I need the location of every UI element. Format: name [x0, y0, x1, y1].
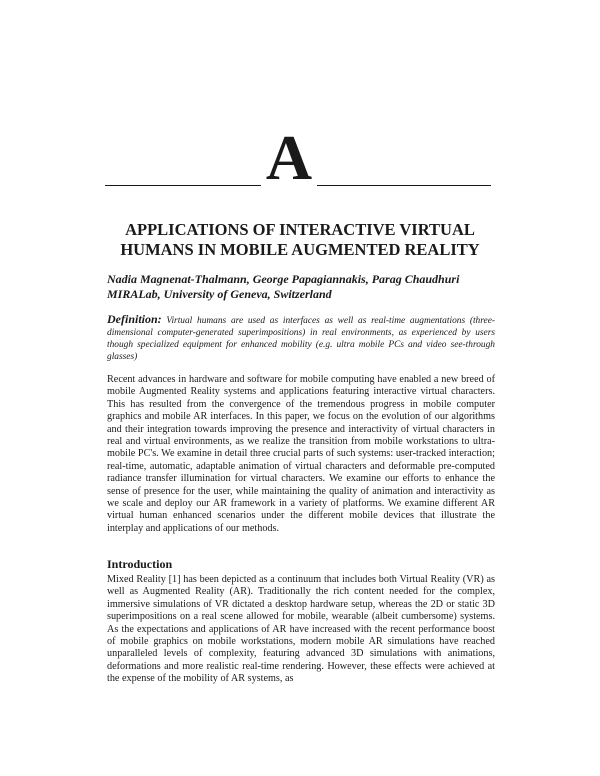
- article-title: [100, 220, 500, 260]
- abstract-paragraph: Recent advances in hardware and software for mobile computing have enabled a new breed of mobile Augmented Reality systems and applications featuring interactive virtual characters. This has resulted from the convergence of the tremendous progress in mobile computer graphics and mobile AR interfaces. In this paper, we focus on the evolution of our algorithms and their integration towards improving the presence and interactivity of virtual characters in real and virtual environments, as we realize the transition from mobile workstations to ultra-mobile PC's. We examine in detail three crucial parts of such systems: user-tracked interaction; real-time, automatic, adaptable animation of virtual characters and deformable pre-computed radiance transfer illumination for virtual characters. We examine our efforts to enhance the sense of presence for the user, while maintaining the quality of animation and interactivity as we scale and deploy our AR framework in a variety of platforms. We examine different AR virtual human enhanced scenarios under the different mobile devices that illustrate the interplay and applications of our methods.: [107, 374, 495, 534]
- introduction-heading: Introduction: [107, 557, 173, 571]
- title-line-1: APPLICATIONS OF INTERACTIVE VIRTUAL: [125, 220, 475, 239]
- introduction-paragraph: Mixed Reality [1] has been depicted as a continuum that includes both Virtual Reality (VR) as well as Augmented Reality (AR). Traditionally the rich content needed for the complex, immersive simulations of VR dictated a desktop hardware setup, whereas the 2D or static 3D superimpositions on a real scene allowed for mobile, wearable (albeit cumbersome) systems. As the expectations and applications of AR have increased with the recent performance boost of mobile graphics on mobile workstations, modern mobile AR simulations have reached unparalleled levels of complexity, featuring advanced 3D simulations with animations, deformations and more realistic real-time rendering. However, these effects were achieved at the expense of the mobility of AR systems, as: [107, 574, 495, 685]
- author-names: Nadia Magnenat-Thalmann, George Papagiannakis, Parag Chaudhuri: [107, 272, 460, 286]
- definition-block: [107, 313, 495, 363]
- chapter-rule-left: [105, 185, 261, 186]
- author-affiliation: MIRALab, University of Geneva, Switzerland: [107, 287, 332, 301]
- chapter-header: [105, 122, 491, 193]
- definition-text: Virtual humans are used as interfaces as well as real-time augmentations (three-dimensional computer-generated superimpositions) in real environments, as experienced by users though specialized equipment for enhanced mobility (e.g. ultra mobile PCs and video see-through glasses): [107, 316, 495, 362]
- title-line-2: HUMANS IN MOBILE AUGMENTED REALITY: [120, 240, 480, 259]
- chapter-rule-right: [317, 185, 491, 186]
- chapter-letter: A: [265, 122, 313, 193]
- definition-label: Definition:: [107, 312, 162, 326]
- author-block: [107, 272, 507, 302]
